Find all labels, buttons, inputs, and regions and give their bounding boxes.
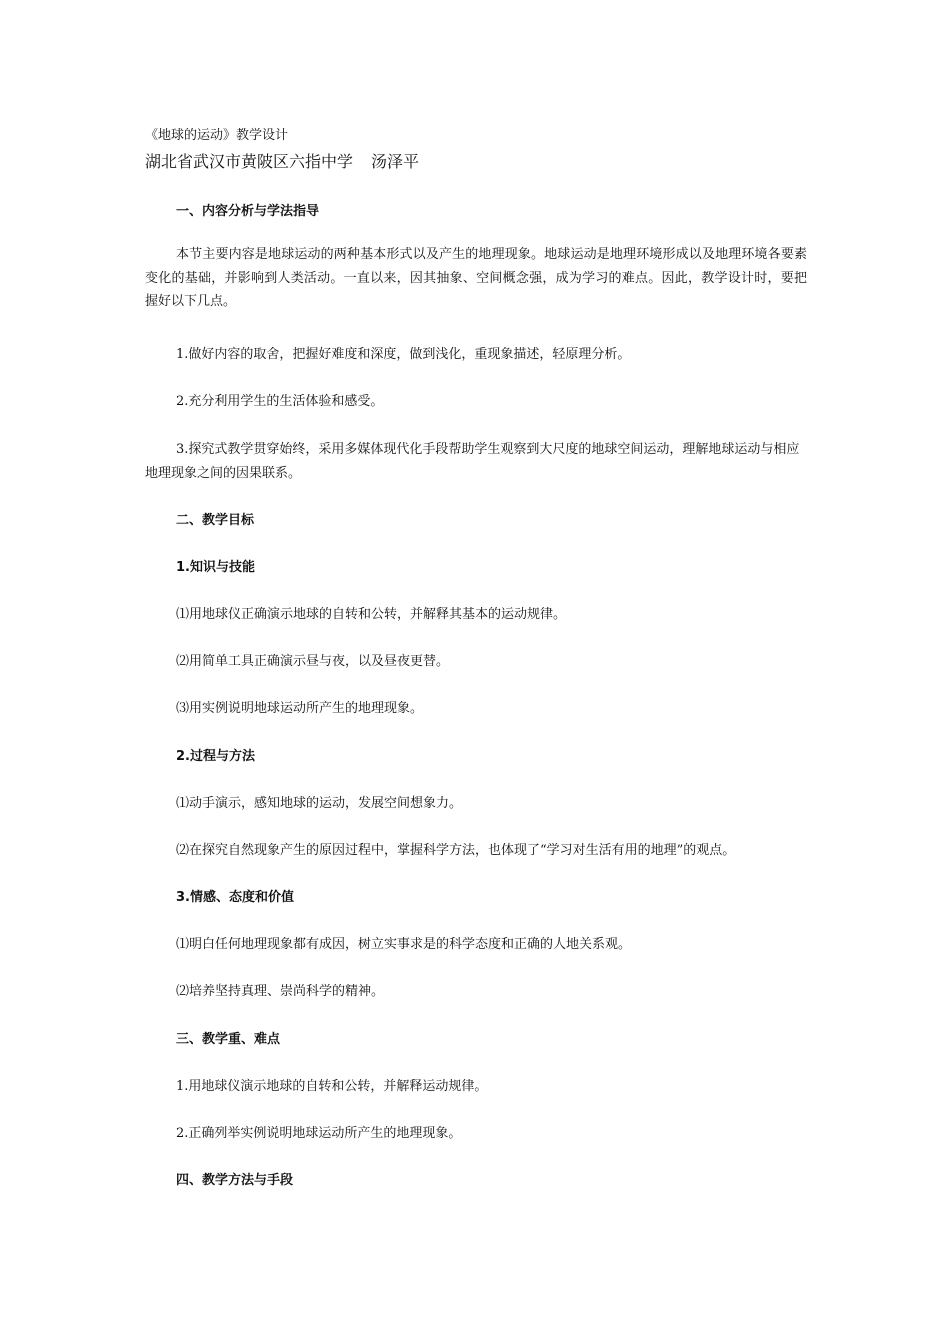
- subheading-emotion-values: 3.情感、态度和价值: [176, 890, 294, 905]
- document-title: 《地球的运动》教学设计: [145, 128, 289, 143]
- analysis-point-1: 1.做好内容的取舍，把握好难度和深度，做到浅化，重现象描述，轻原理分析。: [176, 347, 631, 362]
- analysis-point-2: 2.充分利用学生的生活体验和感受。: [176, 394, 384, 409]
- values-item-1: ⑴明白任何地理现象都有成因，树立实事求是的科学态度和正确的人地关系观。: [176, 937, 632, 952]
- analysis-point-3: 3.探究式教学贯穿始终，采用多媒体现代化手段帮助学生观察到大尺度的地球空间运动，理解地球运动与相应地理现象之间的因果联系。: [145, 442, 800, 481]
- key-point-2: 2.正确列举实例说明地球运动所产生的地理现象。: [176, 1126, 462, 1141]
- process-item-1: ⑴动手演示，感知地球的运动，发展空间想象力。: [176, 796, 463, 811]
- knowledge-item-3: ⑶用实例说明地球运动所产生的地理现象。: [176, 701, 424, 716]
- knowledge-item-2: ⑵用简单工具正确演示昼与夜，以及昼夜更替。: [176, 654, 450, 669]
- section-heading-methods: 四、教学方法与手段: [176, 1173, 294, 1188]
- subheading-knowledge-skills: 1.知识与技能: [176, 560, 255, 575]
- key-point-1: 1.用地球仪演示地球的自转和公转，并解释运动规律。: [176, 1079, 488, 1094]
- author-organization: 湖北省武汉市黄陂区六指中学: [145, 152, 354, 171]
- subheading-process-methods: 2.过程与方法: [176, 749, 255, 764]
- process-item-2: ⑵在探究自然现象产生的原因过程中，掌握科学方法，也体现了“学习对生活有用的地理”的观点。: [176, 843, 736, 858]
- intro-paragraph: 本节主要内容是地球运动的两种基本形式以及产生的地理现象。地球运动是地理环境形成以及地理环境各要素变化的基础，并影响到人类活动。一直以来，因其抽象、空间概念强，成为学习的难点。因此，教学设计时，要把握好以下几点。: [145, 247, 807, 309]
- section-heading-content-analysis: 一、内容分析与学法指导: [176, 204, 320, 219]
- author-name: 汤泽平: [371, 152, 420, 171]
- author-line: [145, 151, 419, 173]
- knowledge-item-1: ⑴用地球仪正确演示地球的自转和公转，并解释其基本的运动规律。: [176, 607, 567, 622]
- section-heading-key-points: 三、教学重、难点: [176, 1032, 281, 1047]
- values-item-2: ⑵培养坚持真理、崇尚科学的精神。: [176, 984, 385, 999]
- section-heading-objectives: 二、教学目标: [176, 513, 255, 528]
